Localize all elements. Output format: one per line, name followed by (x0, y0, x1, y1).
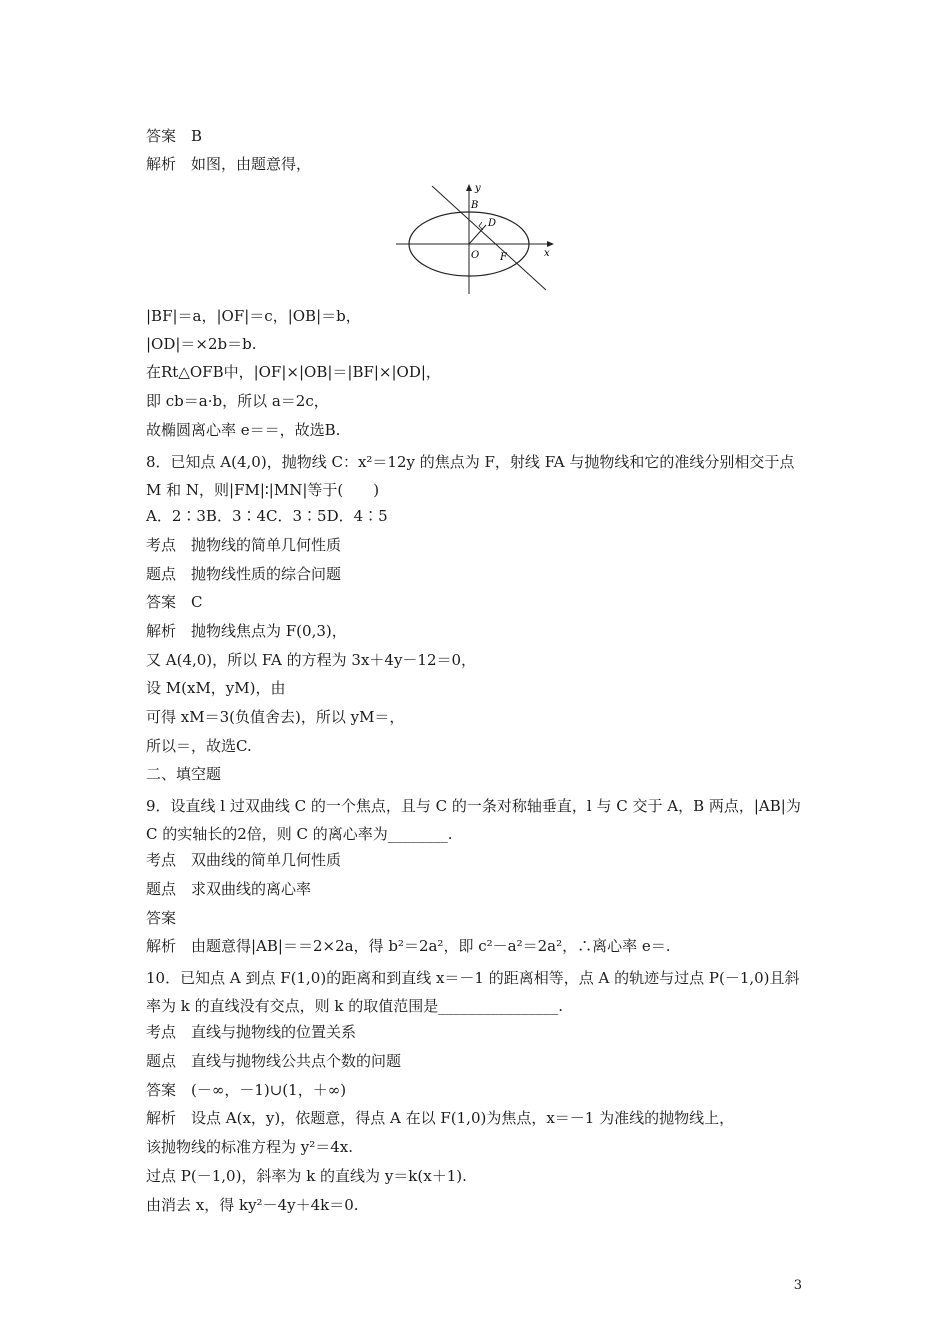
question-9: 9．设直线 l 过双曲线 C 的一个焦点，且与 C 的一条对称轴垂直，l 与 C 交于 A，B 两点，|AB|为 C 的实轴长的2倍，则 C 的离心率为________. (146, 797, 801, 843)
text-line: 故椭圆离心率 e＝＝，故选B. (146, 421, 341, 439)
topic-line: 考点 双曲线的简单几何性质 (146, 851, 342, 869)
ellipse-figure (396, 182, 558, 294)
text-line: |OD|＝×2b＝b. (146, 335, 257, 353)
topic-line: 考点 抛物线的简单几何性质 (146, 536, 342, 554)
analysis-line: 解析 设点 A(x，y)，依题意，得点 A 在以 F(1,0)为焦点，x＝－1 为准线的抛物线上， (146, 1109, 735, 1127)
answer-line: 答案 (146, 909, 177, 927)
subtopic-line: 题点 抛物线性质的综合问题 (146, 565, 342, 583)
answer-line: 答案 B (146, 127, 203, 145)
text-line: 所以＝，故选C. (146, 737, 252, 755)
answer-line: 答案 C (146, 593, 203, 611)
options-line: A．2∶3B．3∶4C．3∶5D．4∶5 (146, 507, 388, 525)
subtopic-line: 题点 求双曲线的离心率 (146, 880, 312, 898)
section-heading: 二、填空题 (146, 765, 222, 783)
analysis-line: 解析 如图，由题意得， (146, 155, 312, 173)
text-line: 又 A(4,0)，所以 FA 的方程为 3x＋4y－12＝0， (146, 651, 477, 669)
analysis-line: 解析 由题意得|AB|＝＝2×2a，得 b²＝2a²，即 c²－a²＝2a²，∴离心率 e＝. (146, 937, 671, 955)
analysis-line: 解析 抛物线焦点为 F(0,3)， (146, 622, 347, 640)
label-x: x (544, 248, 550, 259)
label-b: B (471, 200, 479, 211)
subtopic-line: 题点 直线与抛物线公共点个数的问题 (146, 1052, 402, 1070)
answer-line: 答案 (－∞，－1)∪(1，＋∞) (146, 1081, 347, 1099)
text-line: 该抛物线的标准方程为 y²＝4x. (146, 1138, 354, 1156)
label-o: O (471, 250, 480, 261)
question-8: 8．已知点 A(4,0)，抛物线 C：x²＝12y 的焦点为 F，射线 FA 与抛物线和它的准线分别相交于点 M 和 N，则|FM|∶|MN|等于( ) (146, 453, 795, 499)
question-10: 10．已知点 A 到点 F(1,0)的距离和到直线 x＝－1 的距离相等，点 A 的轨迹与过点 P(－1,0)且斜率为 k 的直线没有交点，则 k 的取值范围是________________. (146, 969, 800, 1015)
text-line: |BF|＝a，|OF|＝c，|OB|＝b， (146, 307, 361, 325)
text-line: 过点 P(－1,0)，斜率为 k 的直线为 y＝k(x＋1). (146, 1167, 467, 1185)
text-line: 由消去 x，得 ky²－4y＋4k＝0. (146, 1196, 359, 1214)
text-line: 可得 xM＝3(负值舍去)，所以 yM＝， (146, 708, 405, 726)
label-f: F (500, 252, 507, 263)
x-axis-arrow-icon (547, 241, 554, 247)
page-number: 3 (793, 1278, 802, 1293)
text-line: 即 cb＝a·b，所以 a＝2c， (146, 392, 329, 410)
text-line: 设 M(xM，yM)，由 (146, 679, 286, 697)
label-y: y (475, 183, 481, 194)
text-line: 在Rt△OFB中，|OF|×|OB|＝|BF|×|OD|， (146, 363, 441, 381)
topic-line: 考点 直线与抛物线的位置关系 (146, 1023, 357, 1041)
label-d: D (488, 218, 497, 229)
y-axis-arrow-icon (466, 184, 472, 191)
